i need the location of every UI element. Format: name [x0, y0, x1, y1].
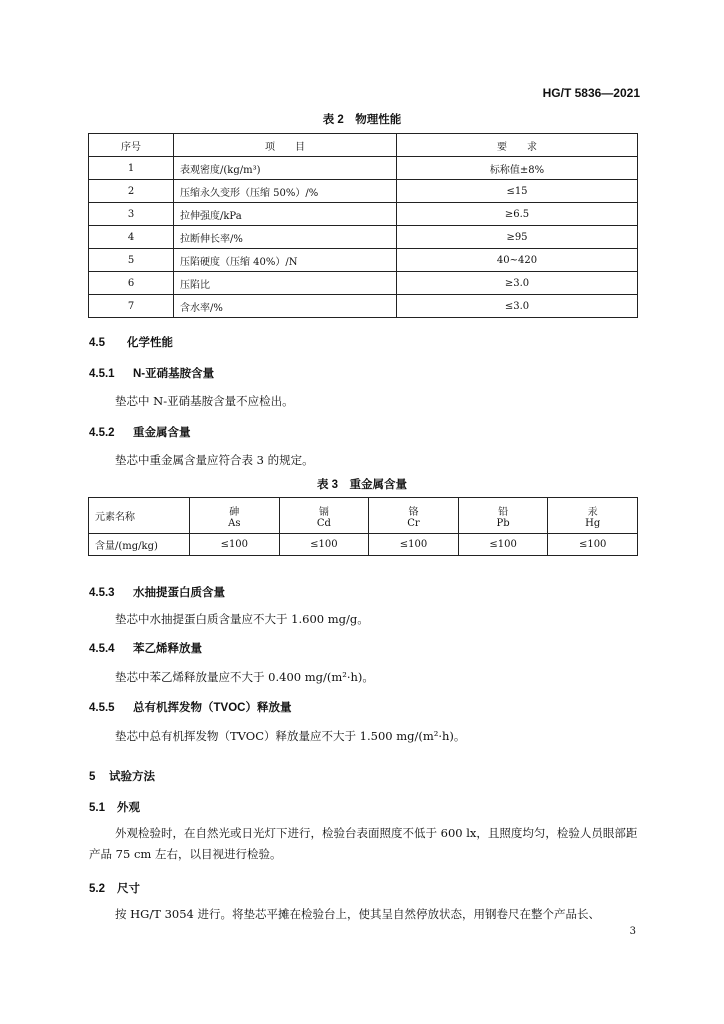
heavy-metal-table [88, 497, 638, 556]
paragraph-4-5-2: 垫芯中重金属含量应符合表 3 的规定。 [115, 453, 314, 467]
table-cell: ≤100 [458, 534, 548, 556]
table-cell: 6 [89, 272, 174, 295]
table-cell: 1 [89, 157, 174, 180]
table-cell: ≥6.5 [397, 203, 638, 226]
table-cell: 7 [89, 295, 174, 318]
table-row [89, 203, 638, 226]
table-row [89, 157, 638, 180]
element-name: 镉 [318, 506, 329, 518]
physical-properties-table [88, 133, 638, 318]
row-label: 含量/(mg/kg) [89, 534, 190, 556]
section-heading-4-5-3: 4.5.3 水抽提蛋白质含量 [89, 587, 225, 599]
element-symbol: Hg [585, 517, 601, 529]
element-header [190, 498, 280, 534]
table-cell: 40~420 [397, 249, 638, 272]
table-header-row [89, 134, 638, 157]
table-cell: ≥3.0 [397, 272, 638, 295]
section-heading-5-2: 5.2 尺寸 [89, 883, 140, 895]
section-heading-4-5-4: 4.5.4 苯乙烯释放量 [89, 643, 202, 655]
table2-title: 表 2 物理性能 [322, 114, 402, 126]
table-row [89, 180, 638, 203]
table-cell: ≥95 [397, 226, 638, 249]
paragraph-5-2: 按 HG/T 3054 进行。将垫芯平摊在检验台上，使其呈自然停放状态，用钢卷尺在整个产品长、 [115, 907, 600, 921]
element-name: 铅 [498, 506, 509, 518]
section-heading-4-5-5: 4.5.5 总有机挥发物（TVOC）释放量 [89, 702, 292, 714]
column-header: 要 求 [397, 134, 638, 157]
table-cell: 5 [89, 249, 174, 272]
table-cell: 拉断伸长率/% [174, 226, 397, 249]
paragraph-5-1: 外观检验时，在自然光或日光灯下进行，检验台表面照度不低于 600 lx，且照度均匀，检验人员眼部距产品 75 cm 左右，以目视进行检验。 [89, 826, 638, 861]
section-heading-5-1: 5.1 外观 [89, 802, 140, 814]
element-name: 铬 [408, 506, 419, 518]
row-label: 元素名称 [89, 498, 190, 534]
section-heading-4-5-2: 4.5.2 重金属含量 [89, 427, 191, 439]
element-header [279, 498, 369, 534]
table-cell: ≤100 [548, 534, 638, 556]
table-cell: ≤100 [190, 534, 280, 556]
table3-title: 表 3 重金属含量 [316, 479, 408, 491]
standard-code: HG/T 5836—2021 [542, 86, 640, 100]
paragraph-4-5-4: 垫芯中苯乙烯释放量应不大于 0.400 mg/(m²·h)。 [115, 670, 374, 684]
table-cell: 拉伸强度/kPa [174, 203, 397, 226]
table-header-row [89, 498, 638, 534]
element-symbol: Cd [316, 517, 331, 529]
element-symbol: Pb [496, 517, 510, 529]
paragraph-4-5-5: 垫芯中总有机挥发物（TVOC）释放量应不大于 1.500 mg/(m²·h)。 [115, 729, 466, 743]
table-cell: ≤3.0 [397, 295, 638, 318]
table-row [89, 249, 638, 272]
table-cell: 含水率/% [174, 295, 397, 318]
table-cell: ≤15 [397, 180, 638, 203]
table-cell: 表观密度/(kg/m³) [174, 157, 397, 180]
element-header [458, 498, 548, 534]
column-header: 序号 [89, 134, 174, 157]
table-row [89, 226, 638, 249]
table-cell: ≤100 [369, 534, 459, 556]
paragraph-4-5-3: 垫芯中水抽提蛋白质含量应不大于 1.600 mg/g。 [115, 612, 369, 626]
table-cell: 标称值±8% [397, 157, 638, 180]
element-symbol: As [228, 517, 241, 529]
column-header: 项 目 [174, 134, 397, 157]
section-heading-4-5: 4.5 化学性能 [89, 337, 173, 349]
table-cell: 2 [89, 180, 174, 203]
table-cell: ≤100 [279, 534, 369, 556]
element-name: 砷 [229, 506, 240, 518]
table-row [89, 295, 638, 318]
table-row [89, 534, 638, 556]
page-number: 3 [629, 926, 636, 937]
element-symbol: Cr [407, 517, 420, 529]
element-header [548, 498, 638, 534]
table-cell: 压缩永久变形（压缩 50%）/% [174, 180, 397, 203]
element-header [369, 498, 459, 534]
table-cell: 3 [89, 203, 174, 226]
section-heading-5: 5 试验方法 [89, 771, 155, 783]
table-row [89, 272, 638, 295]
table-cell: 4 [89, 226, 174, 249]
table-cell: 压陷硬度（压缩 40%）/N [174, 249, 397, 272]
table-cell: 压陷比 [174, 272, 397, 295]
element-name: 汞 [587, 506, 598, 518]
section-heading-4-5-1: 4.5.1 N-亚硝基胺含量 [89, 368, 215, 380]
paragraph-4-5-1: 垫芯中 N-亚硝基胺含量不应检出。 [115, 394, 294, 408]
